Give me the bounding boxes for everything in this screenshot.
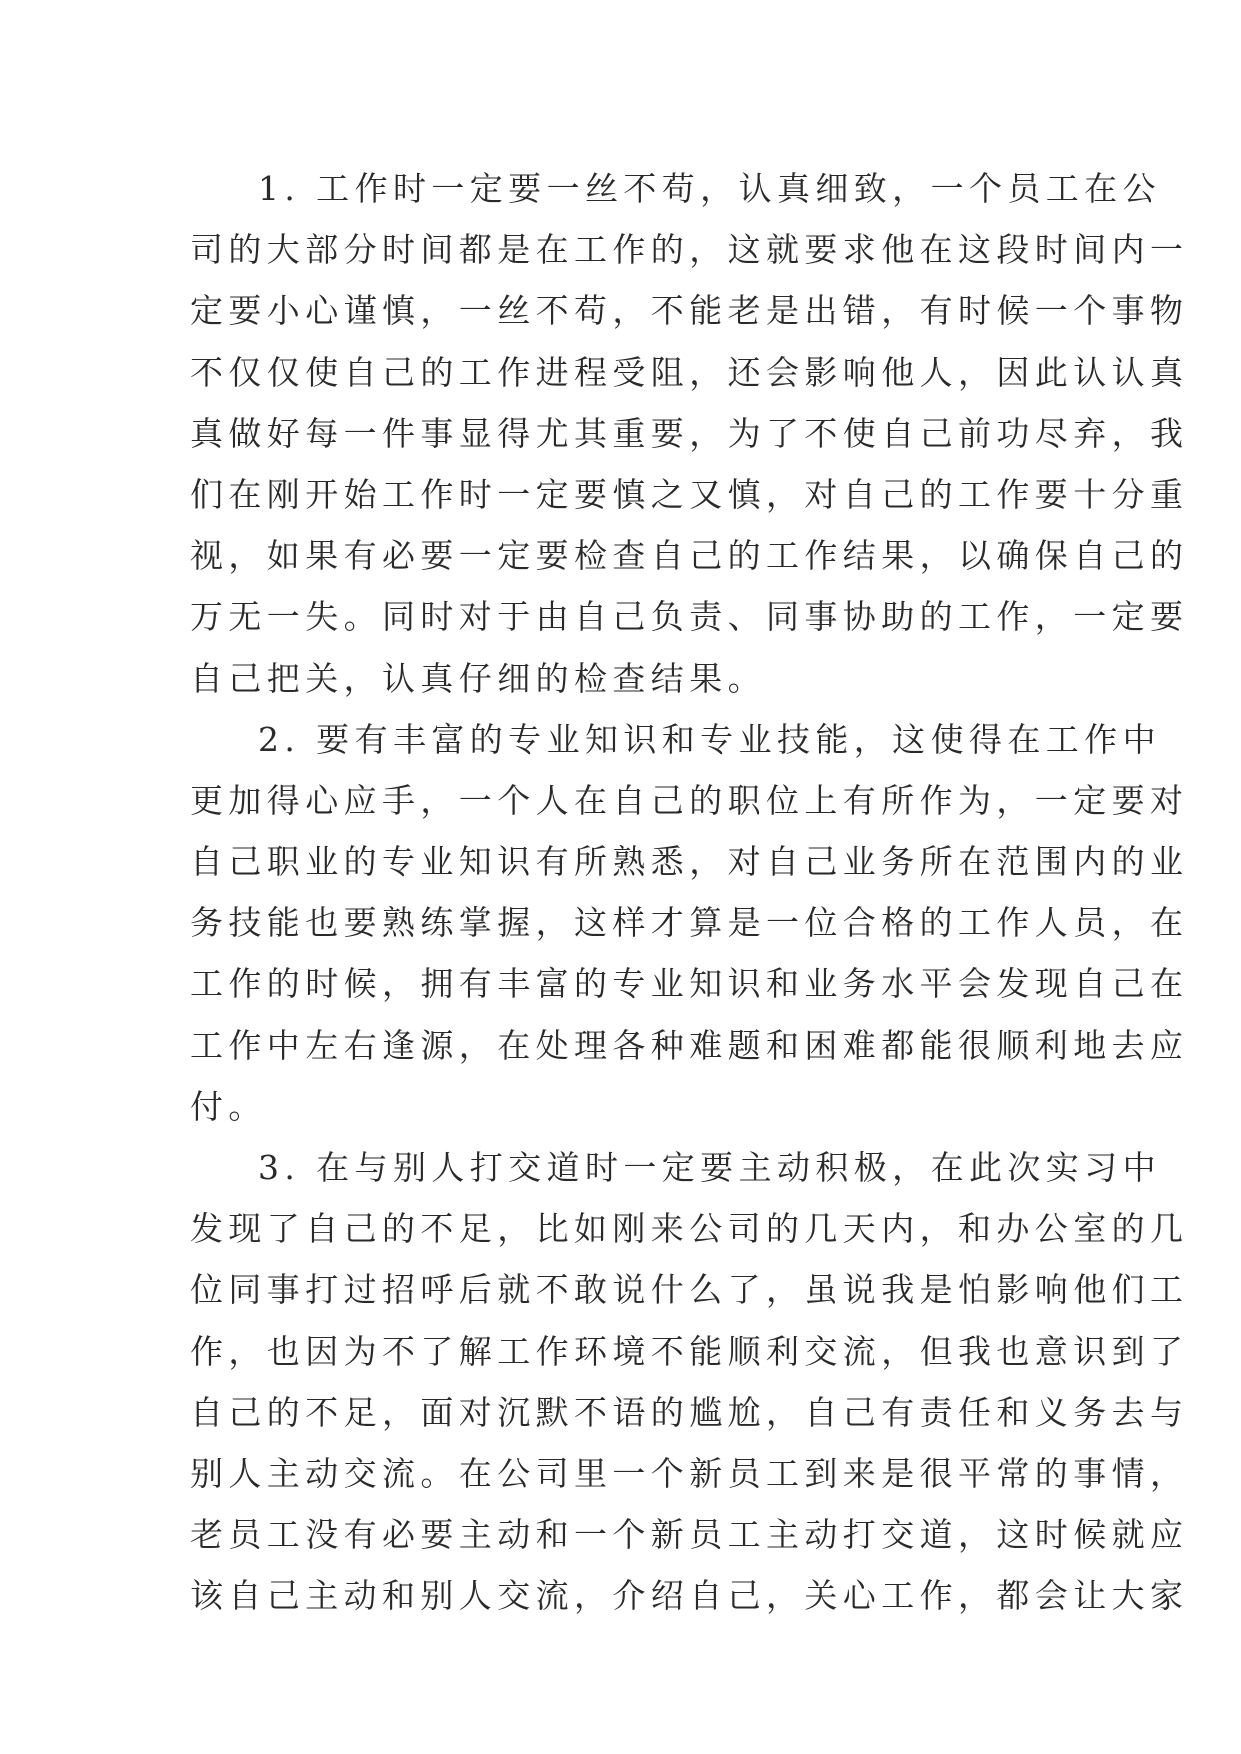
text-line: 万无一失。同时对于由自己负责、同事协助的工作，一定要 xyxy=(190,597,1189,637)
text-line: 定要小心谨慎，一丝不苟，不能老是出错，有时候一个事物 xyxy=(190,291,1189,331)
text-line: 别人主动交流。在公司里一个新员工到来是很平常的事情， xyxy=(190,1453,1189,1493)
text-line: 1. 工作时一定要一丝不苟，认真细致，一个员工在公 xyxy=(258,169,1161,208)
text-line: 工作的时候，拥有丰富的专业知识和业务水平会发现自己在 xyxy=(190,964,1189,1004)
text-line: 老员工没有必要主动和一个新员工主动打交道，这时候就应 xyxy=(190,1515,1189,1555)
text-line: 作，也因为不了解工作环境不能顺利交流，但我也意识到了 xyxy=(190,1331,1189,1371)
text-line: 工作中左右逢源，在处理各种难题和困难都能很顺利地去应 xyxy=(190,1025,1189,1065)
text-line: 不仅仅使自己的工作进程受阻，还会影响他人，因此认认真 xyxy=(190,352,1189,392)
text-line: 3. 在与别人打交道时一定要主动积极，在此次实习中 xyxy=(258,1148,1161,1187)
text-line: 自己把关，认真仔细的检查结果。 xyxy=(190,658,766,698)
text-line: 该自己主动和别人交流，介绍自己，关心工作，都会让大家 xyxy=(190,1576,1189,1616)
text-line: 更加得心应手，一个人在自己的职位上有所作为，一定要对 xyxy=(190,780,1189,820)
text-line: 位同事打过招呼后就不敢说什么了，虽说我是怕影响他们工 xyxy=(190,1270,1189,1310)
text-line: 真做好每一件事显得尤其重要，为了不使自己前功尽弃，我 xyxy=(190,413,1189,453)
text-line: 自己的不足，面对沉默不语的尴尬，自己有责任和义务去与 xyxy=(190,1392,1189,1432)
text-line: 视，如果有必要一定要检查自己的工作结果，以确保自己的 xyxy=(190,536,1189,576)
text-line: 司的大部分时间都是在工作的，这就要求他在这段时间内一 xyxy=(190,230,1189,270)
text-line: 自己职业的专业知识有所熟悉，对自己业务所在范围内的业 xyxy=(190,842,1189,882)
text-line: 付。 xyxy=(190,1086,267,1126)
text-line: 们在刚开始工作时一定要慎之又慎，对自己的工作要十分重 xyxy=(190,474,1189,514)
text-line: 务技能也要熟练掌握，这样才算是一位合格的工作人员，在 xyxy=(190,903,1189,943)
text-line: 2. 要有丰富的专业知识和专业技能，这使得在工作中 xyxy=(258,719,1161,759)
document-body xyxy=(190,158,1189,1627)
text-line: 发现了自己的不足，比如刚来公司的几天内，和办公室的几 xyxy=(190,1209,1189,1249)
